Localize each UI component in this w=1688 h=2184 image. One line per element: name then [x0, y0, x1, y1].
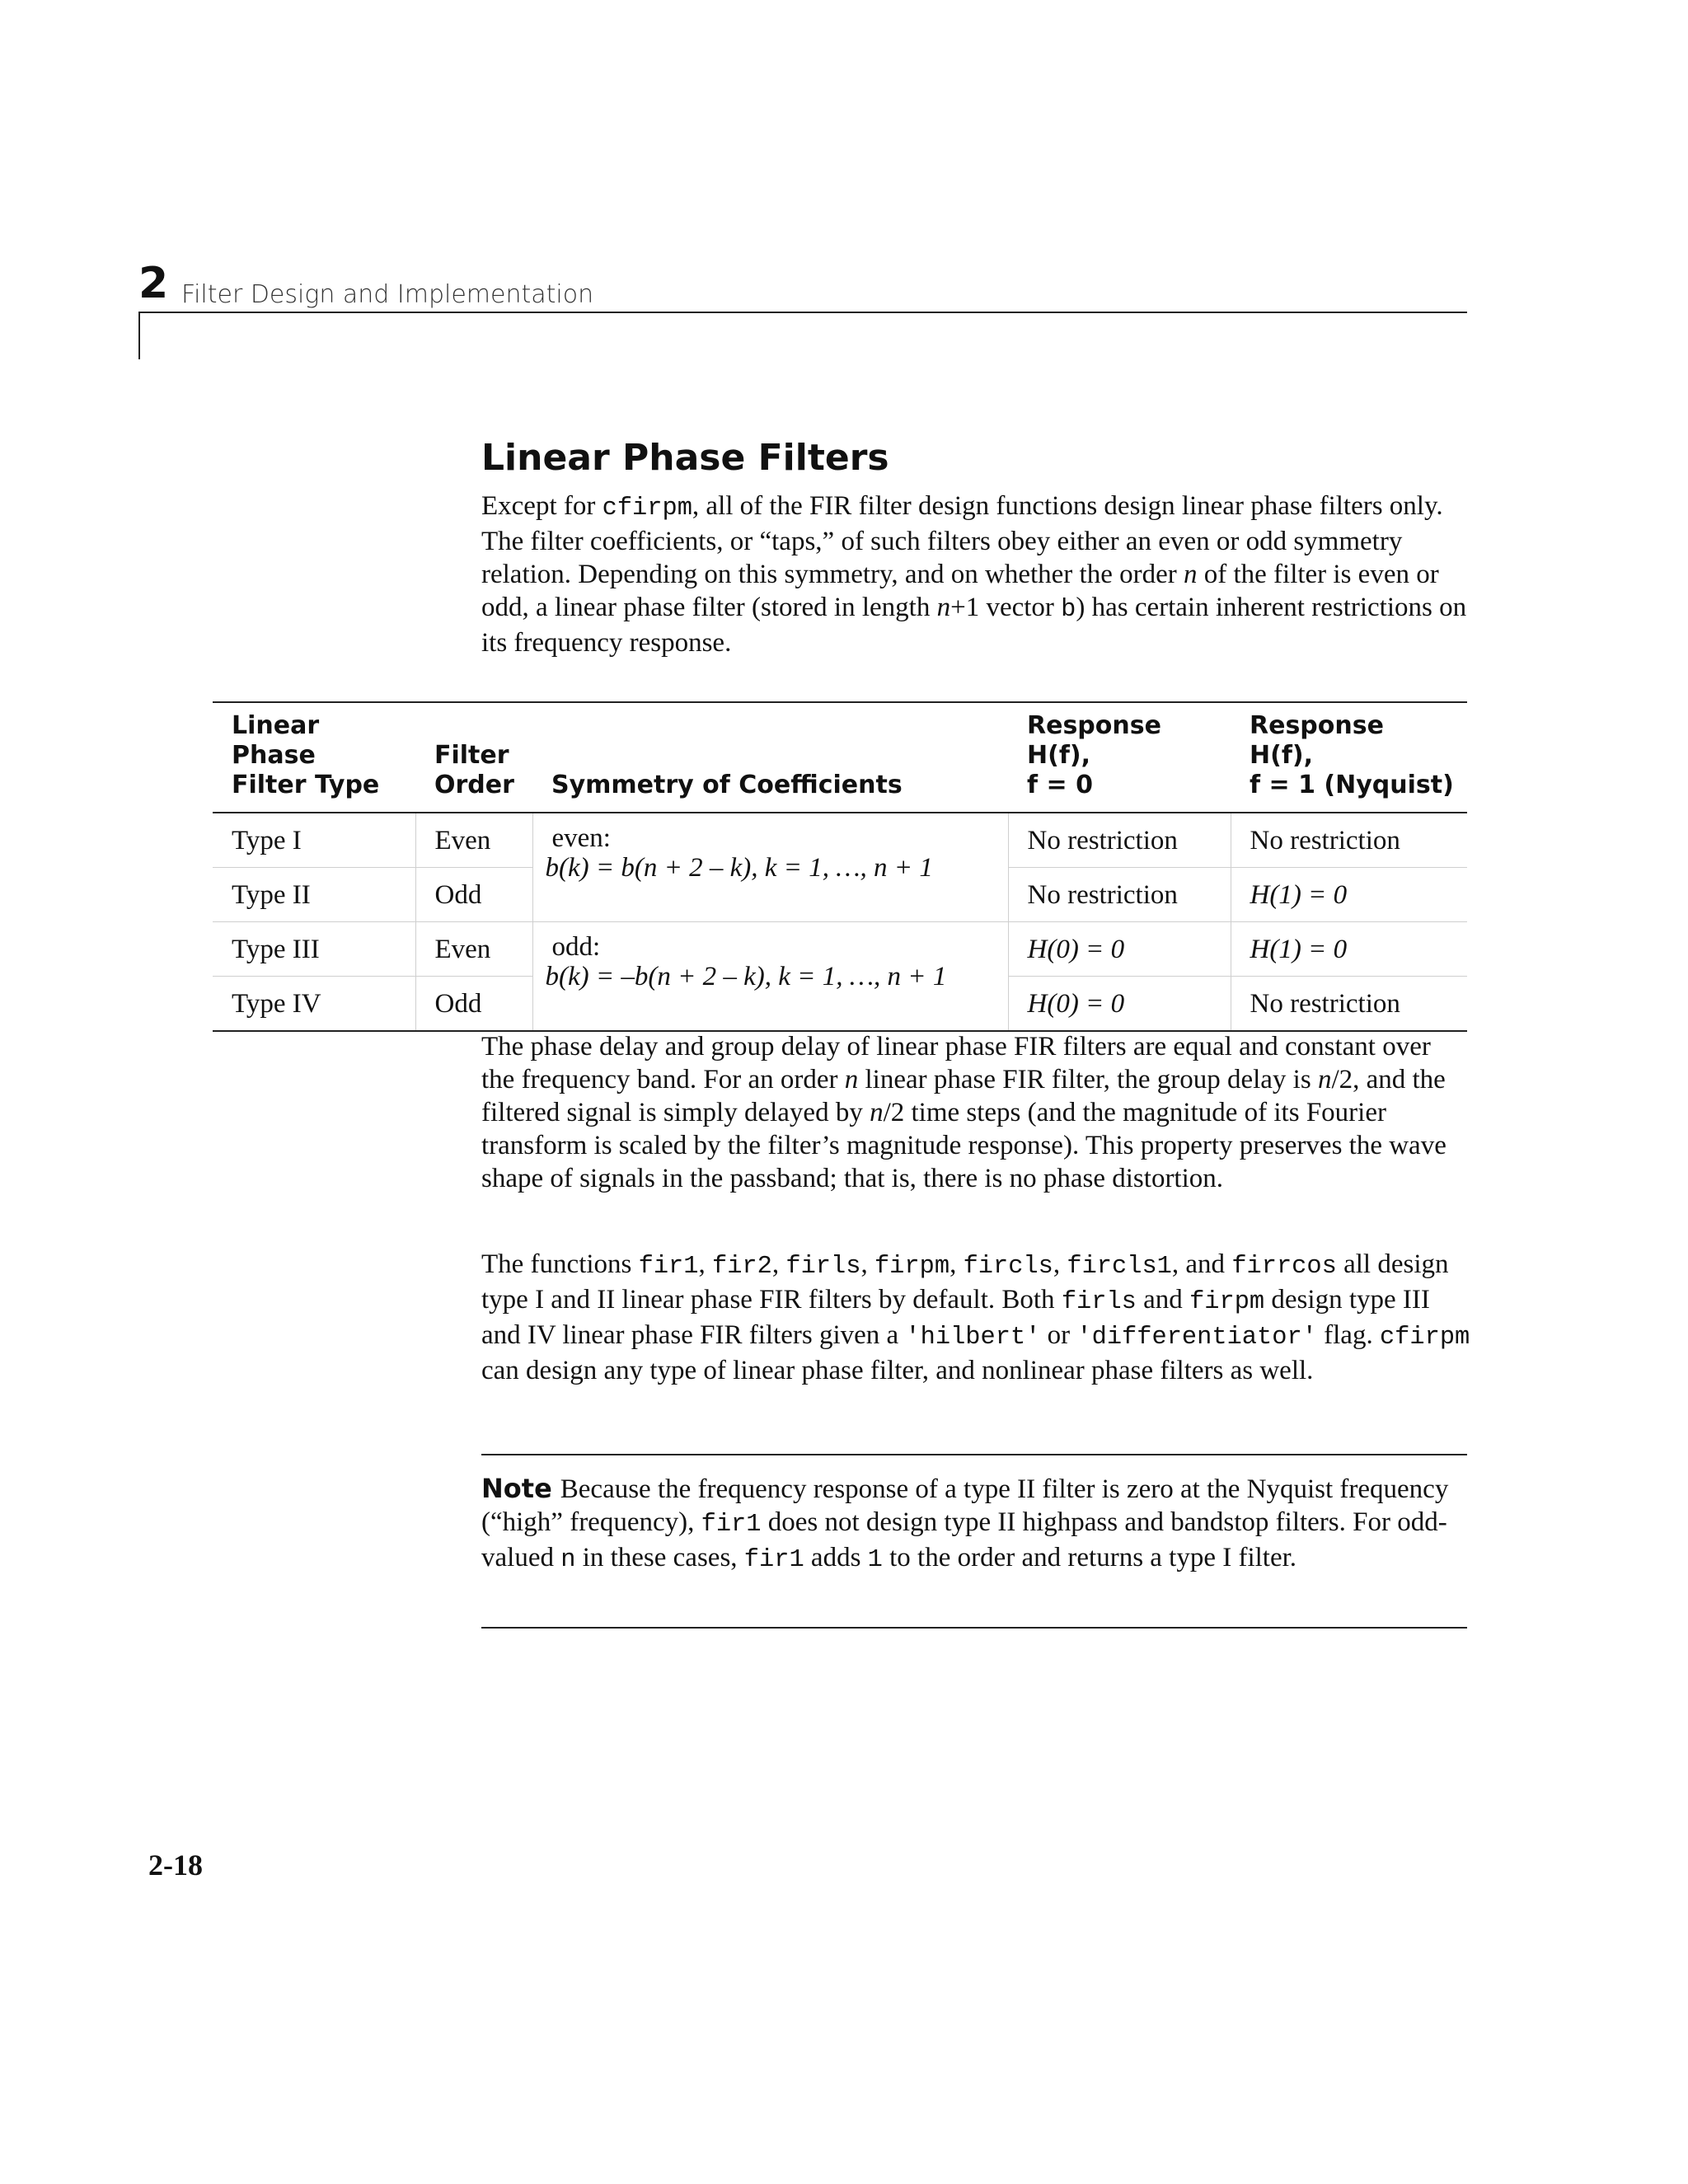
header-filter-type: Linear Phase Filter Type [213, 702, 415, 813]
text-run: , [1053, 1249, 1067, 1279]
text-run: design type III and IV linear phase FIR filters given a [481, 1285, 1430, 1350]
cell-type: Type II [213, 868, 415, 922]
text-run: linear phase FIR filter, the group delay is [858, 1065, 1318, 1094]
code-fir1: fir1 [638, 1253, 699, 1281]
cell-response-dc: H(0) = 0 [1008, 922, 1231, 977]
symmetry-label: odd: [551, 932, 601, 962]
chapter-number: 2 [138, 259, 169, 308]
text-run: all design type I and II linear phase FIR filters by default. Both [481, 1249, 1449, 1315]
code-n: n [560, 1546, 576, 1574]
cell-type: Type III [213, 922, 415, 977]
cell-order: Even [415, 813, 532, 868]
section-title: Linear Phase Filters [481, 437, 889, 479]
table-header-row [213, 702, 1467, 813]
header-rule [138, 312, 1467, 313]
code-1: 1 [867, 1546, 883, 1574]
text-run: Except for [481, 491, 603, 521]
table-row [213, 922, 1467, 977]
text-run: +1 vector [950, 593, 1062, 622]
code-cfirpm: cfirpm [602, 494, 692, 523]
code-fir2: fir2 [712, 1253, 772, 1281]
code-fircls1: fircls1 [1067, 1253, 1172, 1281]
filter-types-table [213, 701, 1467, 1032]
text-run: /2, and the filtered signal is simply delayed by [481, 1065, 1446, 1127]
text-run: can design any type of linear phase filter, and nonlinear phase filters as well. [481, 1356, 1314, 1385]
text-run: does not design type II highpass and bandstop filters. For odd-valued [481, 1507, 1447, 1572]
note-top-rule [481, 1454, 1467, 1455]
code-hilbert: 'hilbert' [905, 1324, 1041, 1352]
text-run: ) has certain inherent restrictions on its frequency response. [481, 593, 1467, 658]
code-firpm: firpm [874, 1253, 950, 1281]
text-run: in these cases, [575, 1543, 744, 1572]
code-firls: firls [1061, 1288, 1137, 1316]
delay-paragraph [481, 1030, 1470, 1195]
header-symmetry: Symmetry of Coefficients [532, 702, 1008, 813]
note-bottom-rule [481, 1627, 1467, 1629]
cell-order: Even [415, 922, 532, 977]
symmetry-formula: b(k) = b(n + 2 – k), k = 1, …, n + 1 [545, 853, 933, 883]
functions-paragraph [481, 1248, 1470, 1387]
text-run: to the order and returns a type I filter. [882, 1543, 1297, 1572]
chapter-title: Filter Design and Implementation [181, 280, 594, 309]
var-n: n [1317, 1065, 1332, 1094]
cell-type: Type I [213, 813, 415, 868]
cell-symmetry-odd [532, 922, 1008, 1032]
header-filter-order: Filter Order [415, 702, 532, 813]
table-row [213, 813, 1467, 868]
code-firpm: firpm [1189, 1288, 1265, 1316]
symmetry-formula: b(k) = –b(n + 2 – k), k = 1, …, n + 1 [545, 962, 947, 991]
cell-symmetry-even [532, 813, 1008, 922]
cell-order: Odd [415, 977, 532, 1032]
page-number: 2-18 [148, 1849, 203, 1882]
code-fir1: fir1 [701, 1511, 762, 1539]
code-fir1: fir1 [743, 1546, 804, 1574]
cell-response-dc: No restriction [1008, 813, 1231, 868]
code-fircls: fircls [963, 1253, 1053, 1281]
cell-response-nyquist: H(1) = 0 [1231, 922, 1467, 977]
cell-response-nyquist: No restriction [1231, 977, 1467, 1032]
intro-paragraph [481, 490, 1470, 659]
code-firrcos: firrcos [1231, 1253, 1337, 1281]
code-firls: firls [785, 1253, 861, 1281]
cell-response-dc: No restriction [1008, 868, 1231, 922]
text-run: and [1136, 1285, 1190, 1315]
var-n: n [870, 1098, 884, 1127]
note-label: Note [481, 1473, 552, 1504]
text-run: The phase delay and group delay of linear phase FIR filters are equal and constant over the frequency band. For an order [481, 1032, 1431, 1094]
cell-type: Type IV [232, 988, 321, 1019]
header-response-nyquist: Response H(f), f = 1 (Nyquist) [1231, 702, 1467, 813]
text-run: , all of the FIR filter design functions design linear phase filters only. The filter coefficients, or “taps,” of such filters obey either an even or odd symmetry relation. Depending on this symmetry, and on whether the order [481, 491, 1443, 589]
code-b: b [1061, 596, 1076, 624]
cell-order: Odd [415, 868, 532, 922]
text-run: The functions [481, 1249, 639, 1279]
text-run: of the filter is even or odd, a linear phase filter (stored in length [481, 560, 1439, 622]
text-run: , and [1171, 1249, 1232, 1279]
text-run: , [860, 1249, 874, 1279]
linear-phase-table [213, 701, 1467, 1032]
code-cfirpm: cfirpm [1379, 1324, 1470, 1352]
var-n: n [844, 1065, 859, 1094]
var-n: n [936, 593, 951, 622]
code-differentiator: 'differentiator' [1076, 1324, 1317, 1352]
header-tick-mark [138, 312, 140, 359]
text-run: , [771, 1249, 786, 1279]
text-run: adds [804, 1543, 868, 1572]
text-run: flag. [1316, 1320, 1380, 1350]
text-run: /2 time steps (and the magnitude of its Fourier transform is scaled by the filter’s magnitude response). This property preserves the wave shape of signals in the passband; that is, there is no phase distortion. [481, 1098, 1447, 1193]
text-run: , [698, 1249, 712, 1279]
symmetry-label: even: [551, 823, 611, 853]
cell-response-nyquist: No restriction [1231, 813, 1467, 868]
text-run: or [1040, 1320, 1077, 1350]
text-run: Because the frequency response of a type II filter is zero at the Nyquist frequency (“high” frequency), [481, 1474, 1449, 1537]
note-box [481, 1472, 1470, 1577]
text-run: , [950, 1249, 964, 1279]
cell-response-nyquist: H(1) = 0 [1231, 868, 1467, 922]
cell-response-dc: H(0) = 0 [1008, 977, 1231, 1032]
header-response-dc: Response H(f), f = 0 [1008, 702, 1231, 813]
var-n: n [1183, 560, 1198, 589]
